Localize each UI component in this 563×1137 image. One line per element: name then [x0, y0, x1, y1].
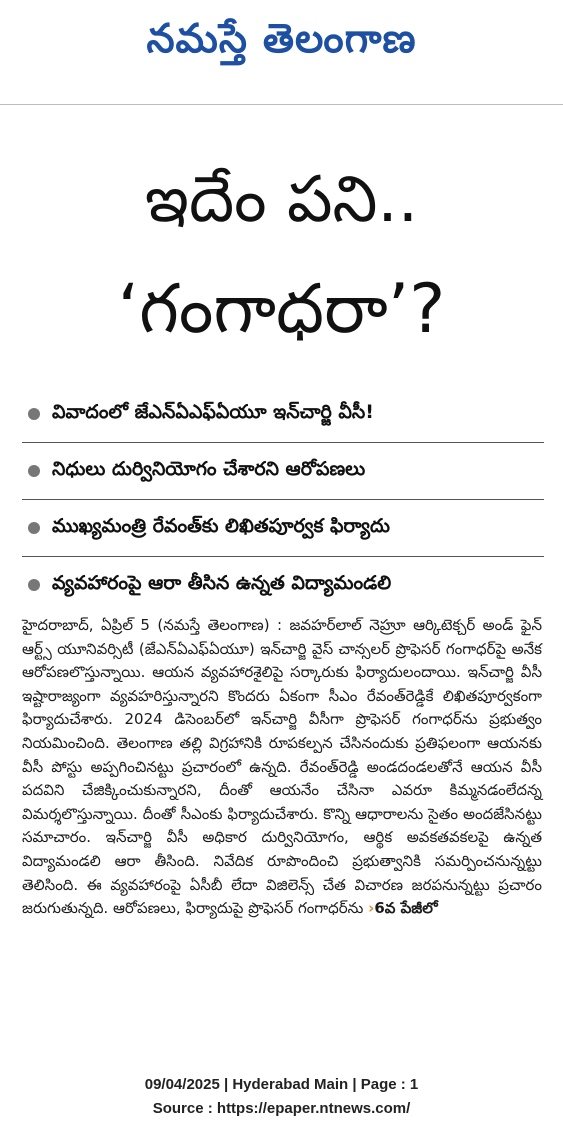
- continued-label: 6వ పేజీలో: [374, 899, 438, 918]
- divider: [0, 104, 563, 105]
- bullet-icon: [28, 408, 40, 420]
- highlight-item: [22, 386, 544, 442]
- masthead-logo: [0, 0, 563, 88]
- highlight-item: [22, 556, 544, 613]
- chevron-right-icon: ›: [368, 899, 375, 918]
- footer-source-link[interactable]: Source : https://epaper.ntnews.com/: [152, 1100, 411, 1117]
- highlight-item: [22, 442, 544, 499]
- highlight-text: వివాదంలో జేఎన్ఏఎఫ్ఏయూ ఇన్‌చార్జి వీసీ!: [52, 400, 374, 423]
- bullet-icon: [28, 522, 40, 534]
- article-body: [22, 614, 542, 921]
- bullet-icon: [28, 465, 40, 477]
- continued-on-page[interactable]: [368, 899, 438, 917]
- highlights-list: [22, 386, 544, 613]
- bullet-icon: [28, 579, 40, 591]
- highlight-item: [22, 499, 544, 556]
- highlight-text: నిధులు దుర్వినియోగం చేశారని ఆరోపణలు: [52, 457, 366, 480]
- highlight-text: వ్యవహారంపై ఆరా తీసిన ఉన్నత విద్యామండలి: [52, 571, 392, 594]
- headline-line-1: ఇదేం పని..: [144, 163, 419, 237]
- footer-edition-info: 09/04/2025 | Hyderabad Main | Page : 1: [144, 1076, 419, 1093]
- headline-line-2: ‘గంగాధరా’?: [117, 270, 446, 349]
- highlight-text: ముఖ్యమంత్రి రేవంత్‌కు లిఖితపూర్వక ఫిర్యాదు: [52, 514, 391, 537]
- article-text: హైదరాబాద్, ఏప్రిల్ 5 (నమస్తే తెలంగాణ) : జవహర్‌లాల్ నెహ్రూ ఆర్కిటెక్చర్ అండ్ ఫైన్ ఆర్ట్స్ యూనివర్సిటీ (జేఎన్ఏఎఫ్ఏయూ) ఇన్‌చార్జి వైస్ చాన్సలర్ ప్రొఫెసర్ గంగాధర్‌పై అనేక ఆరోపణలొస్తున్నాయి. ఆయన వ్యవహారశైలిపై సర్కారుకు ఫిర్యాదులందాయి. ఇన్‌చార్జి వీసీ ఇష్టారాజ్యంగా వ్యవహరిస్తున్నారని కొందరు ఏకంగా సీఎం రేవంత్‌రెడ్డికే లిఖితపూర్వకంగా ఫిర్యాదుచేశారు. 2024 డిసెంబర్‌లో ఇన్‌చార్జి వీసీగా ప్రొఫెసర్ గంగాధర్‌ను ప్రభుత్వం నియమించింది. తెలంగాణ తల్లి విగ్రహానికి రూపకల్పన చేసినందుకు ప్రతిఫలంగా ఆయనకు వీసీ పోస్టు అప్పగించినట్టు ప్రచారంలో ఉన్నది. రేవంత్‌రెడ్డి అండదండలతోనే ఆయన వీసీ పదవిని చేజిక్కించుకున్నారని, దీంతో ఆయనేం చేసినా ఎవరూ కిమ్మనడంలేదన్న విమర్శలొస్తున్నాయి. దీంతో సీఎంకు ఫిర్యాదుచేశారు. కొన్ని ఆధారాలను సైతం అందజేసినట్టు సమాచారం. ఇన్‌చార్జి వీసీ అధికార దుర్వినియోగం, ఆర్థిక అవకతవకలపై ఉన్నత విద్యామండలి ఆరా తీసింది. నివేదిక రూపొందించి ప్రభుత్వానికి సమర్పించనున్నట్టు తెలిసింది. ఈ వ్యవహారంపై ఏసీబీ లేదా విజిలెన్స్ చేత విచారణ జరపనున్నట్టు ప్రచారం జరుగుతున్నది. ఆరోపణలు, ఫిర్యాదుపై ప్రొఫెసర్ గంగాధర్‌ను: [22, 616, 542, 918]
- masthead-title: నమస్తే తెలంగాణ: [146, 16, 417, 62]
